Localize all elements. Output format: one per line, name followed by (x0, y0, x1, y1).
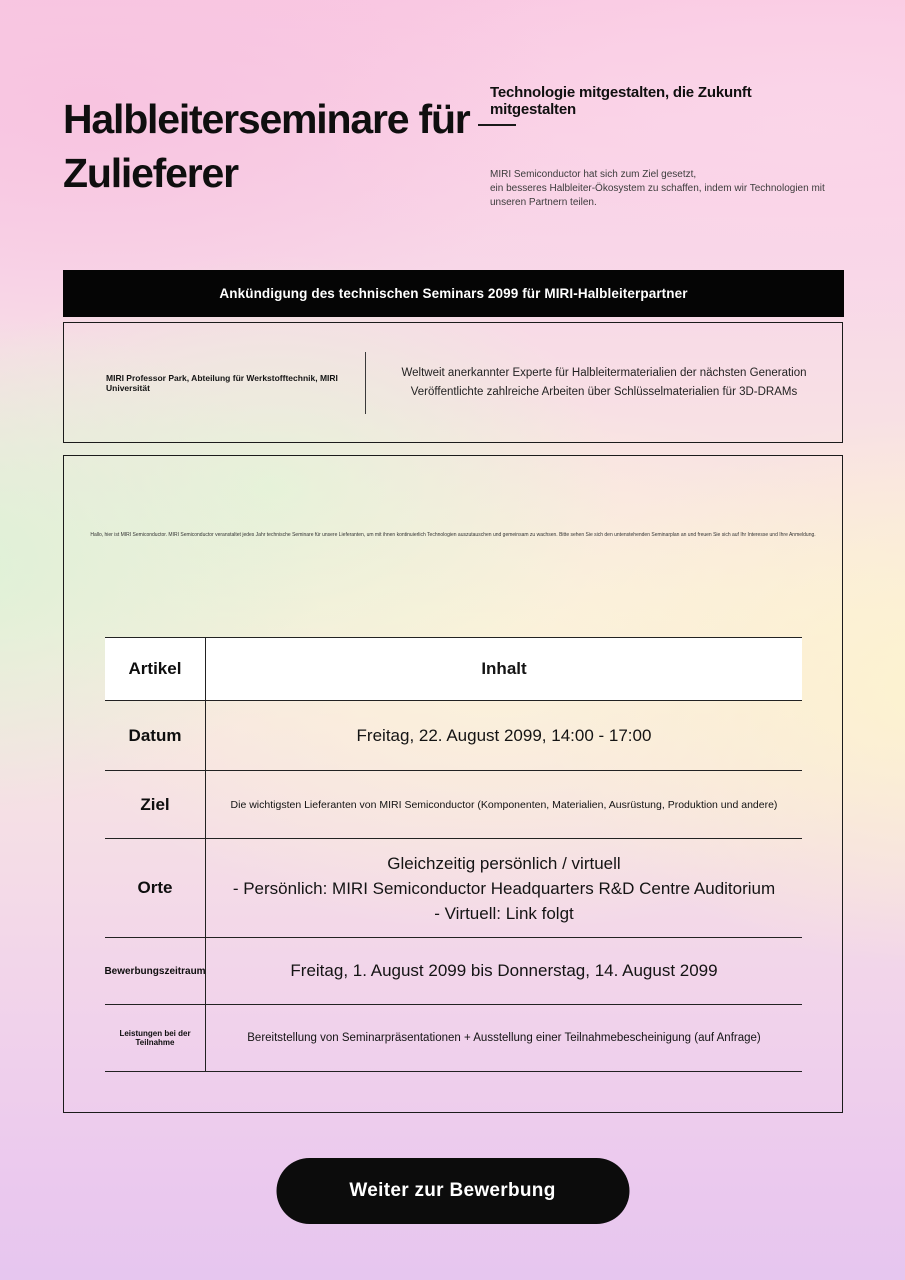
row-content-bewerbungszeitraum: Freitag, 1. August 2099 bis Donnerstag, 14. August 2099 (290, 961, 718, 980)
seminar-table (105, 637, 802, 1072)
speaker-credential-line2: Veröffentlichte zahlreiche Arbeiten über Schlüsselmaterialien für 3D-DRAMs (410, 385, 798, 398)
announcement-banner (63, 270, 844, 317)
row-content-ziel: Die wichtigsten Lieferanten von MIRI Semiconductor (Komponenten, Materialien, Ausrüstung, Produktion und andere) (230, 798, 778, 811)
greeting-text: Hallo, hier ist MIRI Semiconductor. MIRI Semiconductor veranstaltet jedes Jahr technische Seminare für unsere Lieferanten, um mit ihnen kontinuierlich Technologien auszutauschen und gemeinsam zu wachsen. Bitte sehen Sie sich den untenstehenden Seminarplan an und freuen Sie sich auf Ihr Interesse und Ihre Anmeldung. (90, 532, 816, 538)
seminar-details-box (63, 455, 843, 1113)
table-header-row (105, 637, 802, 700)
tagline: Technologie mitgestalten, die Zukunft mitgestalten (490, 84, 752, 118)
table-row-orte (105, 838, 802, 937)
row-label-ziel: Ziel (105, 771, 206, 838)
orte-line2: - Persönlich: MIRI Semiconductor Headquarters R&D Centre Auditorium (232, 878, 776, 898)
header-right-block (490, 84, 838, 208)
page-title-line2: Zulieferer (63, 150, 238, 196)
row-label-datum: Datum (105, 701, 206, 770)
row-label-leistungen: Leistungen bei der Teilnahme (105, 1005, 206, 1071)
intro-line1: MIRI Semiconductor hat sich zum Ziel gesetzt, (490, 169, 697, 180)
speaker-info-box (63, 322, 843, 443)
speaker-credential-line1: Weltweit anerkannter Experte für Halbleitermaterialien der nächsten Generation (401, 366, 807, 379)
row-content-datum: Freitag, 22. August 2099, 14:00 - 17:00 (356, 725, 652, 745)
row-content-orte (206, 839, 802, 937)
table-row-leistungen (105, 1004, 802, 1072)
continue-to-application-button[interactable] (276, 1158, 629, 1224)
page-title-line1: Halbleiterseminare für (63, 96, 470, 142)
table-header-inhalt: Inhalt (481, 659, 527, 678)
table-row-bewerbungszeitraum (105, 937, 802, 1004)
row-content-leistungen: Bereitstellung von Seminarpräsentationen + Ausstellung einer Teilnahmebescheinigung (auf Anfrage) (247, 1032, 761, 1044)
title-dash-rule (478, 124, 516, 126)
row-label-bewerbungszeitraum: Bewerbungszeitraum (105, 938, 206, 1004)
row-label-orte: Orte (105, 839, 206, 937)
table-row-datum (105, 700, 802, 770)
table-row-ziel (105, 770, 802, 838)
speaker-name: MIRI Professor Park, Abteilung für Werkstofftechnik, MIRI Universität (106, 372, 338, 393)
intro-line2: ein besseres Halbleiter-Ökosystem zu schaffen, indem wir Technologien mit unseren Partnern teilen. (490, 183, 825, 208)
announcement-banner-text: Ankündigung des technischen Seminars 2099 für MIRI-Halbleiterpartner (219, 286, 688, 301)
table-header-artikel: Artikel (105, 638, 206, 700)
orte-line3: - Virtuell: Link folgt (434, 903, 574, 923)
intro-text (490, 168, 838, 210)
speaker-credentials (366, 364, 842, 402)
continue-to-application-label: Weiter zur Bewerbung (349, 1180, 556, 1201)
page-title (63, 92, 470, 200)
orte-line1: Gleichzeitig persönlich / virtuell (387, 853, 621, 873)
